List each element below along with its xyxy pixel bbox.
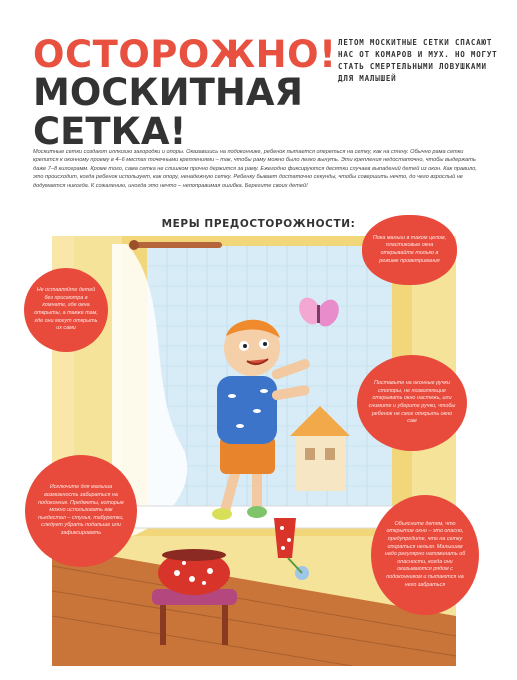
- tip-text-4: Исключите для малыша возможность забираться на подоконник. Предметы, которые можно использовать как пьедестал – стулья, табуретки, следует убрать подальше или зафиксировать: [38, 484, 124, 536]
- title-line-1: ОСТОРОЖНО!: [33, 33, 337, 76]
- tip-bubble-4: [25, 455, 137, 567]
- title-line-3: СЕТКА!: [33, 110, 187, 153]
- window-sill: [112, 506, 422, 528]
- tip-text-1: Не оставляйте детей без присмотра в комнате, где окна открыты, а также там, где они могут открыть их сами: [34, 287, 98, 332]
- tip-bubble-1: [24, 268, 108, 352]
- title-line-2: МОСКИТНАЯ: [33, 71, 303, 114]
- tip-text-2: Пока малыш в таком целом, пластиковые окна открывайте только в режиме проветривания: [372, 234, 447, 264]
- intro-paragraph: Москитные сетки создают иллюзию загородки и опоры. Оказавшись на подоконнике, ребенок пытается опереться на сетку, как на стену. Обычно рама сетки крепится к оконному проему в 4–6 местах точечными креплениями – так, чтобы раму можно было легко вынуть. Эти крепления недостаточно, чтобы выдержать даже 7–8 килограмм. Кроме того, сама сетка не слишком прочно держится за раму. Ежегодно фиксируются десятки случаев выпадений детей из окон. Как правило, это происходит, когда ребенок использует, как опору, ненадежную сетку. Ребенку бывает достаточно секунды, чтобы совершить нечто, до чего взрослый не додумается никогда. К сожалению, иногда это нечто – непоправимая ошибка. Берегите своих детей!: [33, 149, 477, 189]
- tip-text-3: Поставьте на оконные ручки стопоры, не позволяющие открывать окно настежь, или снимите и уберите ручки, чтобы ребенок не смог открыть окно сам: [368, 380, 456, 425]
- tip-bubble-2: [362, 215, 457, 285]
- tip-text-5: Объясните детям, что открытое окно – это опасно, предупредите, что на сетку опираться нельзя. Малышам надо регулярно напоминать об опасности, когда они оказываются рядом с подоконником и пытаются на него забраться: [384, 520, 466, 588]
- subtitle: ЛЕТОМ МОСКИТНЫЕ СЕТКИ СПАСАЮТ НАС ОТ КОМАРОВ И МУХ. НО МОГУТ СТАТЬ СМЕРТЕЛЬНЫМИ ЛОВУШКАМИ ДЛЯ МАЛЫШЕЙ: [338, 38, 498, 83]
- tip-bubble-5: [371, 495, 479, 615]
- tip-bubble-3: [357, 355, 467, 451]
- measures-heading: МЕРЫ ПРЕДОСТОРОЖНОСТИ:: [161, 218, 356, 230]
- curtain-rod: [132, 242, 222, 248]
